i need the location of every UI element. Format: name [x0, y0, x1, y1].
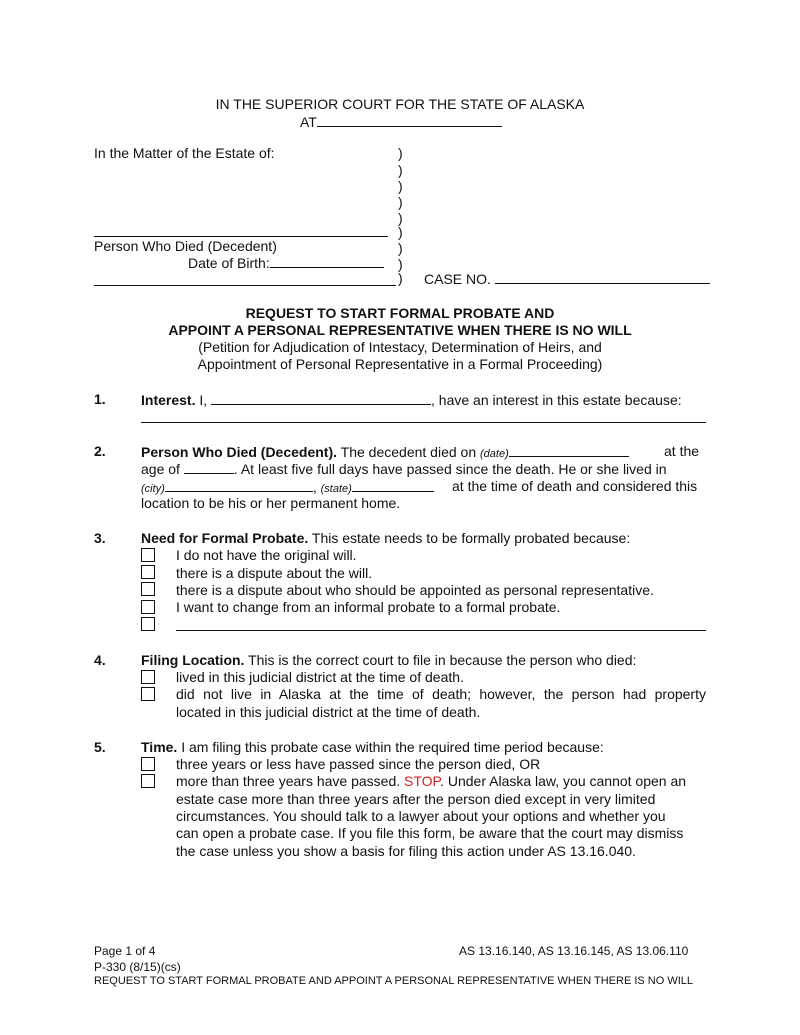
- section-3-heading: Need for Formal Probate.: [141, 530, 309, 546]
- page-number: Page 1 of 4: [94, 944, 156, 958]
- section-2-line1: [141, 443, 629, 460]
- other-reason-field[interactable]: [176, 630, 706, 631]
- section-2-text: location to be his or her permanent home.: [141, 495, 401, 511]
- section-2-text: at the time of death and considered this: [452, 478, 698, 494]
- date-of-death-field[interactable]: [509, 443, 629, 457]
- section-1-post: , have an interest in this estate because:: [431, 392, 682, 408]
- state-field[interactable]: [352, 478, 434, 492]
- section-4-option: lived in this judicial district at the time of death.: [176, 669, 464, 685]
- interest-reason-field[interactable]: [141, 422, 706, 423]
- checkbox[interactable]: [141, 565, 155, 579]
- checkbox[interactable]: [141, 582, 155, 596]
- checkbox[interactable]: [141, 757, 155, 771]
- state-label: (state): [320, 483, 352, 495]
- section-5-option: [176, 773, 686, 789]
- section-4-option-cont: located in this judicial district at the time of death.: [176, 704, 481, 720]
- section-3-number: 3.: [94, 530, 106, 546]
- at-label: AT: [300, 114, 317, 130]
- caption-paren: ): [398, 224, 403, 240]
- section-3-option: there is a dispute about who should be appointed as personal representative.: [176, 582, 654, 598]
- section-5-warning-line: circumstances. You should talk to a lawyer about your options and whether you: [176, 808, 666, 824]
- checkbox[interactable]: [141, 687, 155, 701]
- dob-row: [188, 254, 384, 271]
- caption-bottom-rule: [94, 285, 396, 286]
- section-5-option-text: . Under Alaska law, you cannot open an: [440, 773, 687, 789]
- section-5-number: 5.: [94, 739, 106, 755]
- court-location: [300, 113, 502, 130]
- section-2-line2: [141, 460, 667, 477]
- matter-label: In the Matter of the Estate of:: [94, 145, 275, 161]
- date-label: (date): [480, 448, 509, 460]
- form-subtitle-line1: (Petition for Adjudication of Intestacy, Determination of Heirs, and: [198, 339, 602, 355]
- age-field[interactable]: [184, 460, 234, 474]
- caption-paren: ): [398, 210, 403, 226]
- section-2-text: The decedent died on: [340, 444, 477, 460]
- form-id: P-330 (8/15)(cs): [94, 960, 181, 974]
- decedent-name-field[interactable]: [94, 236, 388, 237]
- form-subtitle-line2: Appointment of Personal Representative in a Formal Proceeding): [197, 356, 603, 372]
- section-5-warning-line: estate case more than three years after the person died except in very limited: [176, 791, 656, 807]
- footer-form-title: REQUEST TO START FORMAL PROBATE AND APPOINT A PERSONAL REPRESENTATIVE WHEN THERE IS NO WILL: [94, 975, 694, 987]
- court-heading: IN THE SUPERIOR COURT FOR THE STATE OF ALASKA: [215, 96, 585, 112]
- caption-paren: ): [398, 145, 403, 161]
- city-field[interactable]: [165, 478, 313, 492]
- checkbox[interactable]: [141, 548, 155, 562]
- dob-label: Date of Birth:: [188, 255, 270, 271]
- stop-warning: STOP: [404, 773, 441, 789]
- dob-field[interactable]: [270, 254, 384, 268]
- caption-paren: ): [398, 240, 403, 256]
- section-2-number: 2.: [94, 443, 106, 459]
- decedent-label: Person Who Died (Decedent): [94, 238, 277, 254]
- case-no-row: [424, 270, 710, 287]
- court-location-field[interactable]: [317, 113, 502, 127]
- section-1-heading: Interest.: [141, 392, 196, 408]
- section-5-warning-line: the case unless you show a basis for filing this action under AS 13.16.040.: [176, 843, 636, 859]
- checkbox[interactable]: [141, 600, 155, 614]
- caption-paren: ): [398, 256, 403, 272]
- section-5-warning-line: can open a probate case. If you file this form, be aware that the court may dismiss: [176, 825, 684, 841]
- case-no-field[interactable]: [495, 270, 710, 284]
- form-title-line2: APPOINT A PERSONAL REPRESENTATIVE WHEN THERE IS NO WILL: [168, 322, 632, 338]
- checkbox[interactable]: [141, 774, 155, 788]
- checkbox[interactable]: [141, 617, 155, 631]
- section-4-line: [141, 652, 636, 668]
- section-4-option: did not live in Alaska at the time of death; however, the person had property: [176, 686, 706, 702]
- case-no-label: CASE NO.: [424, 271, 491, 287]
- section-1-number: 1.: [94, 391, 106, 407]
- section-5-option: three years or less have passed since the person died, OR: [176, 756, 541, 772]
- section-4-intro: This is the correct court to file in because the person who died:: [248, 652, 637, 668]
- section-1-pre: I,: [199, 392, 208, 408]
- section-1-line: [141, 391, 682, 408]
- section-2-text: . At least five full days have passed since the death. He or she lived in: [233, 461, 667, 477]
- section-5-option-text: more than three years have passed.: [176, 773, 401, 789]
- section-4-heading: Filing Location.: [141, 652, 245, 668]
- comma: ,: [312, 479, 317, 495]
- caption-paren: ): [398, 194, 403, 210]
- section-3-option: I want to change from an informal probate to a formal probate.: [176, 599, 561, 615]
- section-2-age-label: age of: [141, 461, 180, 477]
- caption-paren: ): [398, 162, 403, 178]
- section-3-option: I do not have the original will.: [176, 547, 357, 563]
- caption-paren: ): [398, 178, 403, 194]
- section-4-number: 4.: [94, 652, 106, 668]
- interested-person-field[interactable]: [211, 391, 431, 405]
- caption-paren: ): [398, 270, 403, 286]
- section-2-at-the: at the: [664, 443, 700, 459]
- section-2-line3: [141, 478, 434, 495]
- statutes: AS 13.16.140, AS 13.16.145, AS 13.06.110: [459, 944, 689, 958]
- section-5-intro: I am filing this probate case within the required time period because:: [181, 739, 604, 755]
- checkbox[interactable]: [141, 670, 155, 684]
- section-5-line: [141, 739, 604, 755]
- form-title-line1: REQUEST TO START FORMAL PROBATE AND: [245, 305, 555, 321]
- section-3-option: there is a dispute about the will.: [176, 565, 373, 581]
- section-3-intro: This estate needs to be formally probated because:: [311, 530, 631, 546]
- city-label: (city): [141, 483, 165, 495]
- section-3-line: [141, 530, 630, 546]
- section-2-heading: Person Who Died (Decedent).: [141, 444, 338, 460]
- section-5-heading: Time.: [141, 739, 178, 755]
